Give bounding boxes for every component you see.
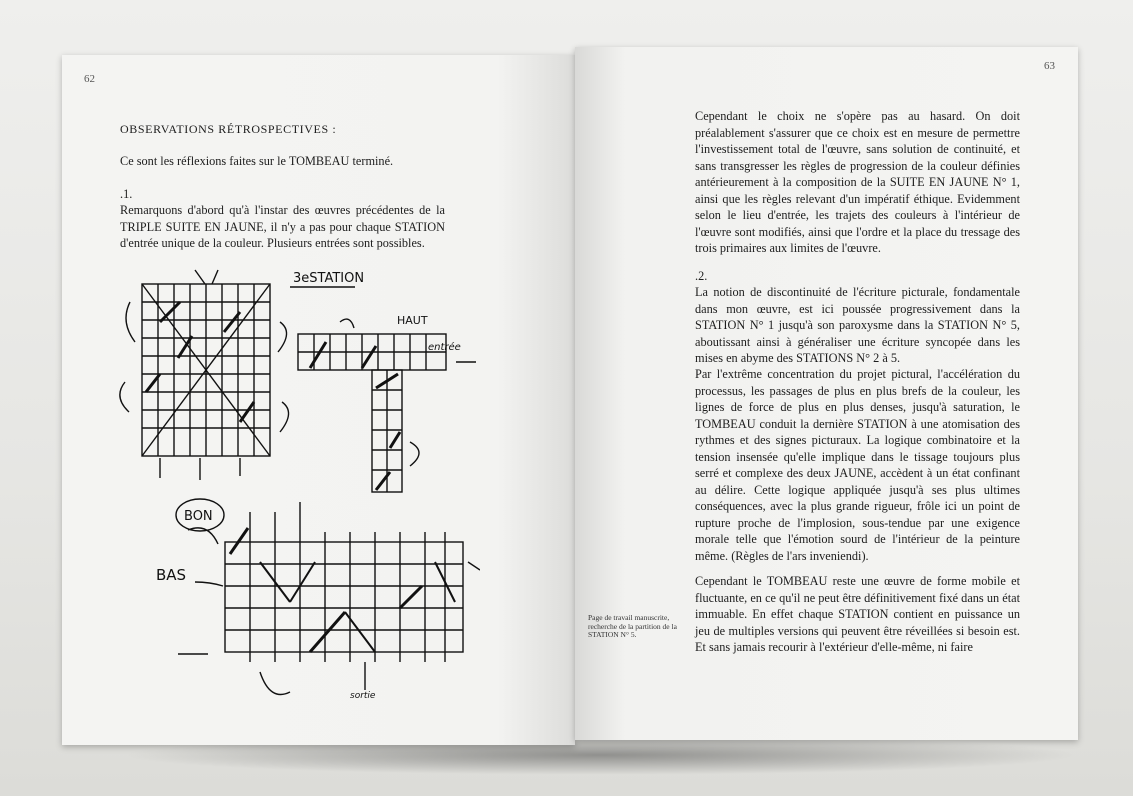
figure-caption: Page de travail manuscrite, recherche de la partition de la STATION N° 5.	[588, 613, 677, 640]
sketch-label-bon: BON	[184, 509, 213, 524]
intro-text: Ce sont les réflexions faites sur le TOMBEAU terminé.	[120, 154, 394, 168]
paragraph-2: La notion de discontinuité de l'écriture picturale, fondamentale dans mon œuvre, est ici poussée progressivement dans la STATION N° 1 jusqu'à son paroxysme dans la STATION N° 5, aboutissant ainsi à généraliser une écriture syncopée dans les mises en abyme des STATIONS N° 2 à 5.	[695, 285, 1020, 365]
sketch-label-station: 3eSTATION	[293, 271, 365, 286]
handwritten-sketch	[100, 262, 480, 722]
sketch-label-haut: HAUT	[397, 314, 428, 327]
right-page-number: 63	[1044, 60, 1055, 72]
section1-text: Remarquons d'abord qu'à l'instar des œuvres précédentes de la TRIPLE SUITE EN JAUNE, il n'y a pas pour chaque STATION d'entrée unique de la couleur. Plusieurs entrées sont possibles.	[120, 203, 445, 250]
grid-station-left	[120, 270, 289, 480]
sketch-label-sortie: sortie	[350, 691, 376, 701]
paragraph-1: Cependant le choix ne s'opère pas au hasard. On doit préalablement s'assurer que ce choix est en mesure de permettre l'investissement total de l'œuvre, sans solution de continuité, et sans transgresser les règles de progression de la couleur définies antérieurement à la composition de la SUITE EN JAUNE N° 1, ainsi que les règles relevant d'un impératif éthique. Evidemment selon le lieu d'entrée, les trajets des couleurs à l'intérieur de l'œuvre sont modifiés, ainsi que l'ordre et la place du tressage des trois primaires aux limites de l'œuvre.	[695, 109, 1020, 255]
sketch-label-entree: entrée	[428, 342, 461, 353]
grid-station-bottom	[178, 502, 480, 695]
paragraph-3: Par l'extrême concentration du projet pictural, l'accélération du processus, les passages de plus en plus brefs de la couleur, les lignes de force de plus en plus denses, jusqu'à saturation, le TOMBEAU conduit la dernière STATION à une atomisation des rythmes et des signes picturaux. La logique combinatoire et la tension insensée qu'elle implique dans le tissage toujours plus serré et complexe des deux JAUNE, accèdent à un état confinant au délire. Cette logique appliquée jusqu'à ses plus ultimes conséquences, avec la plus grande rigueur, frôle ici un point de rupture proche de l'implosion, sous-tendue par une exigence morale telle que l'émotion sourd de l'intérieur de la peinture même. (Règles de l'ars inveniendi).	[695, 367, 1020, 563]
paragraph-4: Cependant le TOMBEAU reste une œuvre de forme mobile et fluctuante, en ce qu'il ne peut être définitivement fixé dans un état immuable. En effet chaque STATION contient en puissance un jeu de multiples versions qui peuvent être réveillées si besoin est. Et sans jamais recourir à l'extérieur d'elle-même, ni faire	[695, 574, 1020, 654]
section2-label: .2.	[695, 269, 708, 283]
section-heading: OBSERVATIONS RÉTROSPECTIVES :	[120, 122, 337, 136]
section1-label: .1.	[120, 187, 133, 201]
sketch-label-bas: BAS	[156, 566, 187, 584]
left-page-number: 62	[84, 73, 95, 85]
